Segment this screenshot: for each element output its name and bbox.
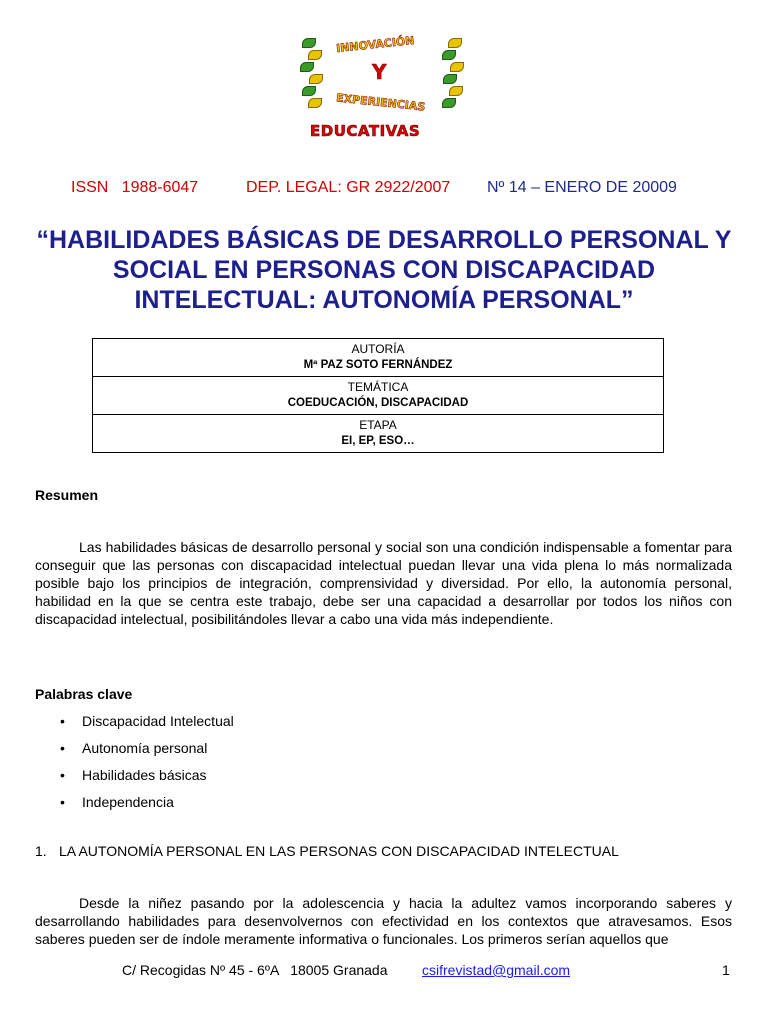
logo-word-educativas: EDUCATIVAS <box>310 122 421 140</box>
list-item: • Habilidades básicas <box>60 766 234 793</box>
footer-email-link[interactable]: csifrevistad@gmail.com <box>422 962 571 978</box>
legal-deposit: DEP. LEGAL: GR 2922/2007 <box>246 179 451 196</box>
logo-word-y: Y <box>372 60 387 84</box>
left-vine-ornament <box>300 36 322 114</box>
keywords-list <box>60 712 234 820</box>
article-title: “HABILIDADES BÁSICAS DE DESARROLLO PERSONAL Y SOCIAL EN PERSONAS CON DISCAPACIDAD INTELECTUAL: AUTONOMÍA PERSONAL” <box>36 226 732 314</box>
tematica-value: COEDUCACIÓN, DISCAPACIDAD <box>287 397 469 409</box>
list-item: • Discapacidad Intelectual <box>60 712 234 739</box>
logo-word-experiencias: EXPERIENCIAS <box>335 91 426 114</box>
logo-word-innovacion: INNOVACIÓN <box>335 33 416 56</box>
tematica-cell <box>93 377 664 415</box>
resumen-paragraph: Las habilidades básicas de desarrollo personal y social son una condición indispensable a fomentar para conseguir que las personas con discapacidad intelectual puedan llevar una vida plena lo más normalizada posible bajo los principios de integración, comprensividad y diversidad. Por ello, la autonomía personal, habilidad en la que se centra este trabajo, debe ser una capacidad a desarrollar por todos los niños con discapacidad intelectual, posibilitándoles llevar a cabo una vida más independiente. <box>35 539 732 627</box>
etapa-cell <box>93 415 664 453</box>
magazine-logo <box>296 32 466 144</box>
table-row <box>93 415 664 453</box>
list-item: • Autonomía personal <box>60 739 234 766</box>
section-heading <box>35 843 619 859</box>
autoria-cell <box>93 339 664 377</box>
autoria-label: AUTORÍA <box>351 342 405 356</box>
issn: ISSN 1988-6047 <box>71 179 199 196</box>
section-paragraph: Desde la niñez pasando por la adolescencia y hacia la adultez vamos incorporando saberes y desarrollando habilidades para desenvolvernos con efectividad en los contextos que atravesamos. Esos saberes pueden ser de índole meramente informativa o funcionales. Los primeros serían aquellos que <box>35 895 732 947</box>
list-item: • Independencia <box>60 793 234 820</box>
etapa-label: ETAPA <box>359 418 397 432</box>
section-number: 1. <box>35 843 47 859</box>
page-number: 1 <box>722 962 730 978</box>
autoria-value: Mª PAZ SOTO FERNÁNDEZ <box>303 359 453 371</box>
issue-number: Nº 14 – ENERO DE 20009 <box>487 179 677 196</box>
tematica-label: TEMÁTICA <box>347 380 409 394</box>
right-vine-ornament <box>442 36 464 114</box>
table-row <box>93 377 664 415</box>
article-info-table <box>92 338 664 453</box>
resumen-heading: Resumen <box>35 487 99 503</box>
keywords-heading: Palabras clave <box>35 686 133 702</box>
table-row <box>93 339 664 377</box>
section-title: LA AUTONOMÍA PERSONAL EN LAS PERSONAS CON DISCAPACIDAD INTELECTUAL <box>59 843 619 859</box>
footer-address: C/ Recogidas Nº 45 - 6ºA 18005 Granada <box>122 962 388 978</box>
etapa-value: EI, EP, ESO… <box>341 435 415 447</box>
